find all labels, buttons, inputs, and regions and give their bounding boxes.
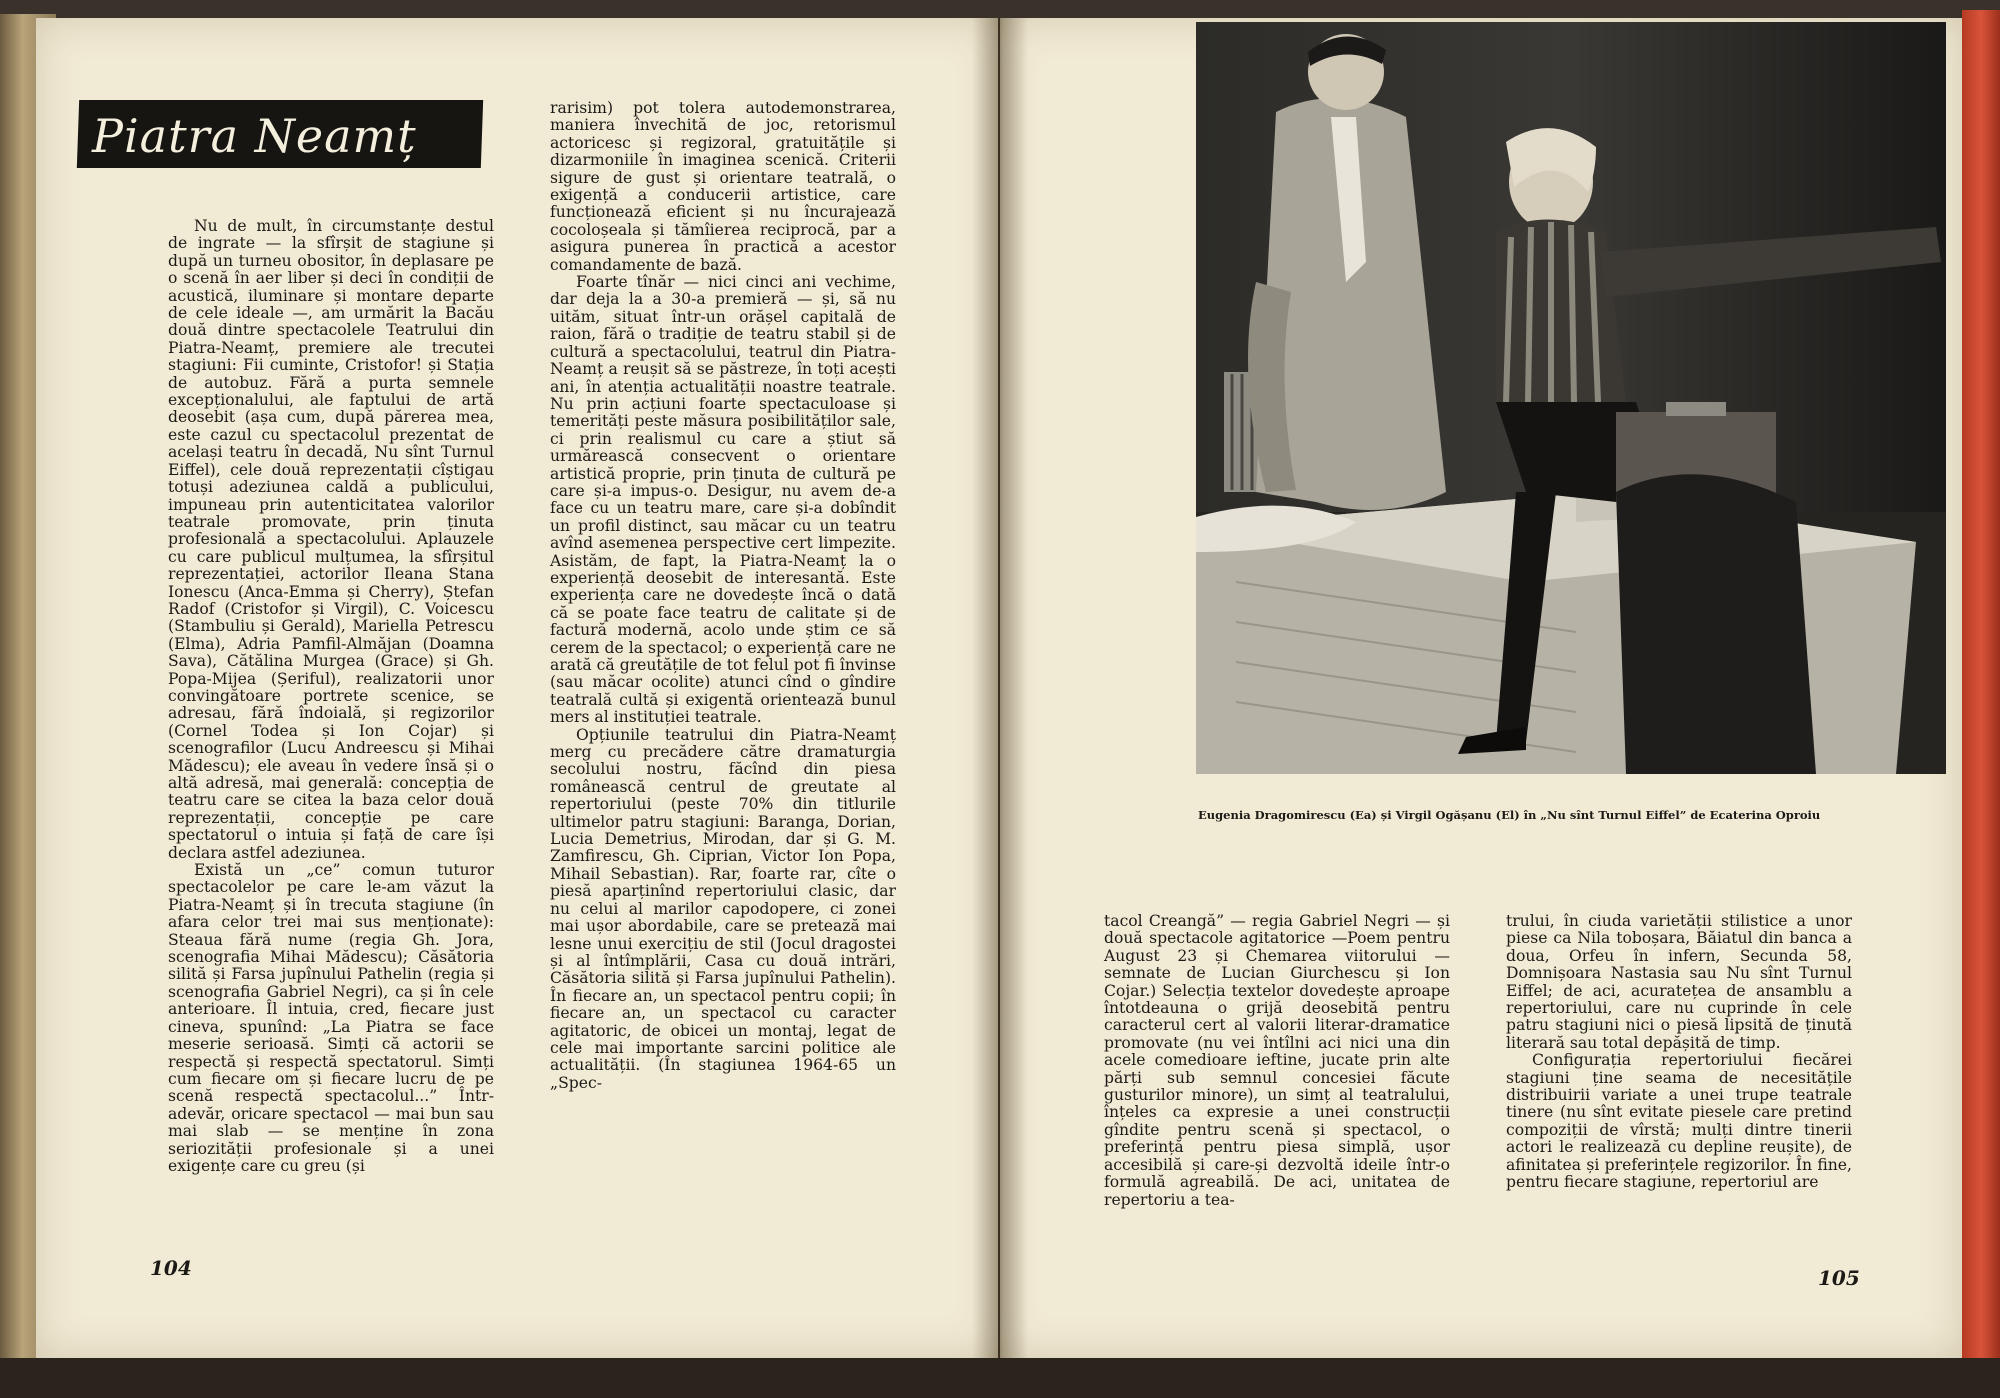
column-2 bbox=[550, 100, 896, 1092]
page-number-right: 105 bbox=[1818, 1266, 1860, 1290]
paragraph: trului, în ciuda varietății stilistice a unor piese ca Nila toboșara, Băiatul din banca a doua, Orfeu în infern, Secunda 58, Domnișoara Nastasia sau Nu sînt Turnul Eiffel; de aci, acuratețea de ansamblu a repertoriului, care nu cuprinde în cele patru stagiuni nici o piesă lipsită de ținută literară sau total depășită de timp. bbox=[1506, 912, 1852, 1052]
paragraph: Există un „ce” comun tuturor spectacolelor pe care le-am văzut la Piatra-Neamț și în trecuta stagiune (în afara celor trei mai sus menționate): Steaua fără nume (regia Gh. Jora, scenografia Mihai Mădescu); Căsătoria silită și Farsa jupînului Pathelin (regia și scenografia Gabriel Negri), ca și în cele anterioare. Îl intuia, cred, fiecare just cineva, spunînd: „La Piatra se face meserie serioasă. Simți că actorii se respectă și respectă spectatorul. Simți cum fiecare om și fiecare lucru de pe scenă respectă spectacolul...” Într-adevăr, oricare spectacol — mai bun sau mai slab — se menține în zona seriozității profesionale și a unei exigențe care cu greu (și bbox=[168, 861, 494, 1175]
page-number-left: 104 bbox=[150, 1256, 192, 1280]
paragraph: Configurația repertoriului fiecărei stagiuni ține seama de necesitățile distribuirii variate a unei trupe teatrale tinere (nu sînt evitate piesele care pretind compoziții de vîrstă; mulți dintre tinerii actori le realizează cu depline reușite), de afinitatea și preferințele regizorilor. În fine, pentru fiecare stagiune, repertoriul are bbox=[1506, 1051, 1852, 1192]
paragraph: Opțiunile teatrului din Piatra-Neamț merg cu precădere către dramaturgia secolului nostru, făcînd din piesa românească centrul de greutate al repertoriului (peste 70% din titlurile ultimelor patru stagiuni: Baranga, Dorian, Lucia Demetrius, Mirodan, dar și G. M. Zamfirescu, Gh. Ciprian, Victor Ion Popa, Mihail Sebastian). Rar, foarte rar, cîte o piesă aparținînd repertoriului clasic, dar nu celui al marilor capodopere, ci zonei mai ușor abordabile, care se pretează mai lesne unui exercițiu de stil (Jocul dragostei și al întîmplării, Casa cu două intrări, Căsătoria silită și Farsa jupînului Pathelin). În fiecare an, un spectacol pentru copii; în fiecare an, un spectacol cu caracter agitatoric, de obicei un montaj, legat de cele mai importante sarcini politice ale actualității. (În stagiunea 1964-65 un „Spec- bbox=[550, 725, 896, 1092]
book-cover-right-edge bbox=[1962, 10, 2000, 1370]
background-strip bbox=[0, 1358, 2000, 1398]
theatre-scene-photo bbox=[1196, 22, 1946, 774]
column-1 bbox=[168, 218, 494, 1175]
paragraph: Foarte tînăr — nici cinci ani vechime, dar deja la a 30-a premieră — și, să nu uităm, situat într-un orășel capitală de raion, fără o tradiție de teatru stabil și de cultură a spectacolului, teatrul din Piatra-Neamț a reușit să se păstreze, în toți acești ani, în atenția actualității noastre teatrale. Nu prin acțiuni foarte spectaculoase și temerități peste măsura posibilităților sale, ci prin realismul cu care a știut să urmărească consecvent o orientare artistică proprie, prin ținuta de cultură pe care și-a impus-o. Desigur, nu avem de-a face cu un teatru mare, care și-a dobîndit un profil distinct, sau măcar cu un teatru avînd asemenea perspective cert limpezite. Asistăm, de fapt, la Piatra-Neamț la o experiență deosebit de interesantă. Este experiența care ne dovedește încă o dată că se poate face teatru de calitate și de factură modernă, acolo unde știm ce să cerem de la spectacol; o experiență care ne arată că greutățile de tot felul pot fi învinse (sau măcar ocolite) atunci cînd o gîndire teatrală cultă și exigentă orientează bunul mers al instituției teatrale. bbox=[550, 273, 896, 727]
paragraph: tacol Creangă” — regia Gabriel Negri — și două spectacole agitatorice —Poem pentru August 23 și Chemarea viitorului — semnate de Lucian Giurchescu și Ion Cojar.) Selecția textelor dovedește aproape întotdeauna o grijă deosebită pentru caracterul cert al valorii literar-dramatice promovate (nu vei întîlni aci nici una din acele comedioare ieftine, jucate prin alte părți sub semnul concesiei făcute gusturilor minore), un simț al teatralului, înțeles ca expresie a unei construcții gîndite pentru scenă și spectacol, o preferință pentru piesa simplă, ușor accesibilă și care-și dezvoltă ideile într-o formulă agreabilă. De aci, unitatea de repertoriu a tea- bbox=[1104, 912, 1450, 1209]
photo-caption: Eugenia Dragomirescu (Ea) și Virgil Ogășanu (El) în „Nu sînt Turnul Eiffel” de Ecaterina Oproiu bbox=[1198, 808, 1821, 822]
book-gutter bbox=[972, 18, 1028, 1358]
paragraph: rarisim) pot tolera autodemonstrarea, maniera învechită de joc, retorismul actoricesc și regizoral, gratuitățile și dizarmoniile în imaginea scenică. Criterii sigure de gust și orientare teatrală, o exigență a conducerii artistice, care funcționează eficient și nu încurajează cocoloșeala și tămîierea reciprocă, par a asigura punerea în practică a acestor comandamente de bază. bbox=[550, 99, 896, 274]
column-3 bbox=[1104, 913, 1450, 1209]
article-title: Piatra Neamț bbox=[92, 109, 417, 163]
photograph bbox=[1196, 22, 1946, 774]
column-4 bbox=[1506, 913, 1852, 1192]
paragraph: Nu de mult, în circumstanțe destul de ingrate — la sfîrșit de stagiune și după un turneu obositor, în deplasare pe o scenă în aer liber și deci în condiții de acustică, iluminare și montare departe de cele ideale —, am urmărit la Bacău două dintre spectacolele Teatrului din Piatra-Neamț, premiere ale trecutei stagiuni: Fii cuminte, Cristofor! și Stația de autobuz. Fără a purta semnele excepționalului, ale faptului de artă deosebit (așa cum, după părerea mea, este cazul cu spectacolul prezentat de același teatru în decadă, Nu sînt Turnul Eiffel), cele două reprezentații cîștigau totuși adeziunea caldă a publicului, impuneau prin autenticitatea valorilor teatrale promovate, prin ținuta profesională a spectacolului. Aplauzele cu care publicul mulțumea, la sfîrșitul reprezentației, actorilor Ileana Stana Ionescu (Anca-Emma și Cherry), Ștefan Radof (Cristofor și Virgil), C. Voicescu (Stambuliu și Gerald), Mariella Petrescu (Elma), Adria Pamfil-Almăjan (Doamna Sava), Cătălina Murgea (Grace) și Gh. Popa-Mijea (Șeriful), realizatorii unor convingătoare portrete scenice, se adresau, fără îndoială, și regizorilor (Cornel Todea și Ion Cojar) și scenografilor (Lucu Andreescu și Mihai Mădescu); ele aveau în vedere însă și o altă adresă, mai generală: concepția de teatru care se citea la baza celor două reprezentații, concepție pe care spectatorul o intuia și față de care își declara astfel adeziunea. bbox=[168, 217, 494, 862]
